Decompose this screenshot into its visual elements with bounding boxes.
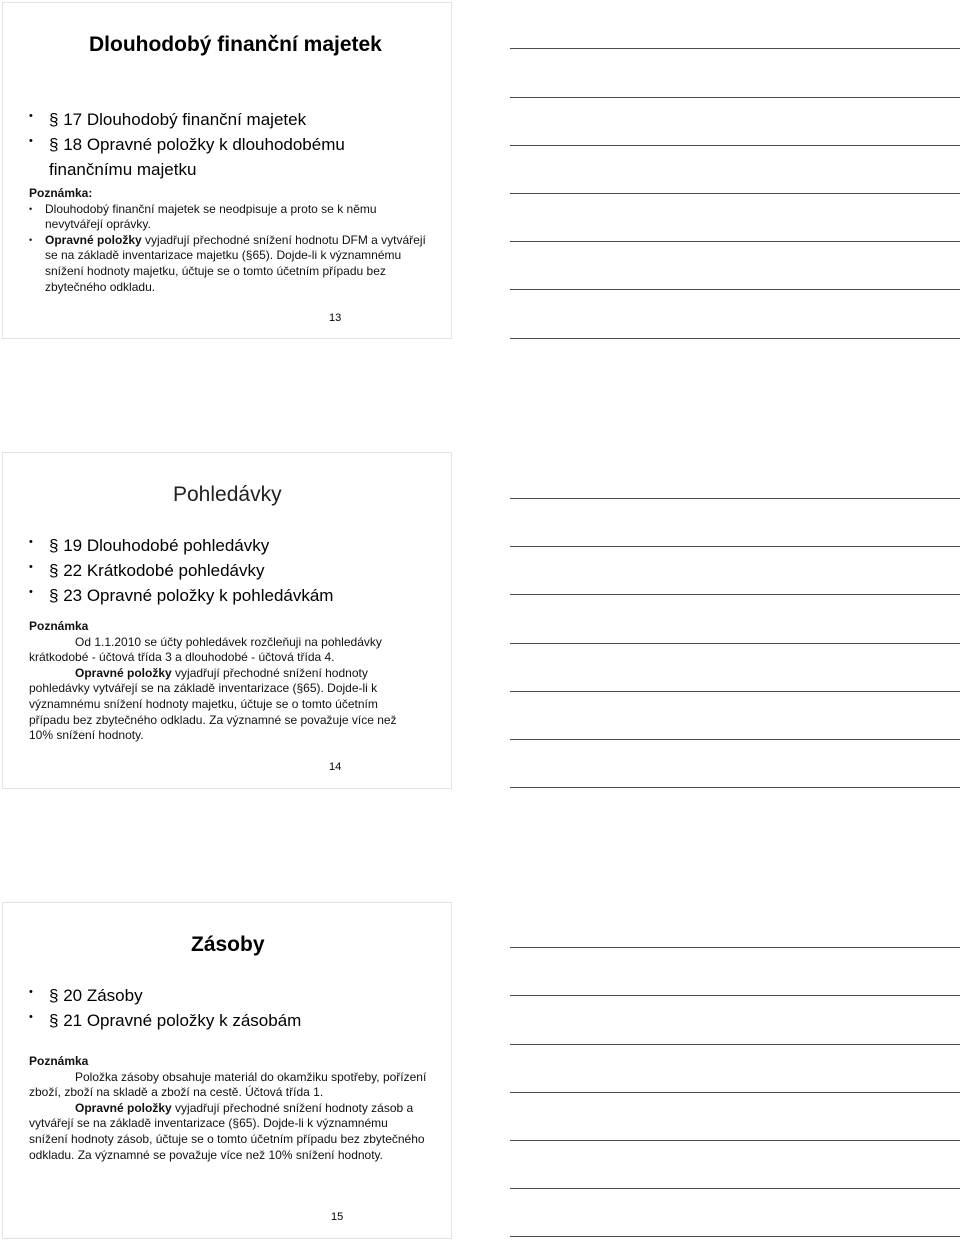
bullet-icon: • [29, 234, 33, 245]
list-item: • § 20 Zásoby [29, 983, 301, 1008]
section-sign: § [49, 986, 59, 1005]
section-sign: § [49, 110, 59, 129]
slide-13 [2, 2, 452, 339]
note-line [510, 1236, 960, 1237]
slide-title: Zásoby [191, 933, 265, 956]
note-bullet: • Dlouhodobý finanční majetek se neodpisuje a proto se k němu nevytvářejí oprávky. [29, 201, 377, 232]
bullet-icon: • [29, 203, 33, 214]
note-line [510, 787, 960, 788]
section-sign: § [49, 561, 59, 580]
bullet-icon: • [29, 586, 33, 598]
slide-title: Pohledávky [173, 483, 282, 506]
slide-15 [2, 902, 452, 1239]
bullet-icon: • [29, 536, 33, 548]
list-item: • § 21 Opravné položky k zásobám [29, 1008, 301, 1033]
bullet-icon: • [29, 1011, 33, 1023]
note-block [29, 186, 434, 295]
section-sign: § [49, 536, 59, 555]
note-line [510, 1188, 960, 1189]
note-line [510, 691, 960, 692]
note-bullet: • Opravné položky vyjadřují přechodné snížení hodnotu DFM a vytvářejí se na základě inventarizace majetku (§65). Dojde-li k významnému snížení hodnoty majetku, účtuje se o tomto účetním případu bez zbytečného odkladu. [29, 232, 426, 294]
note-line [510, 995, 960, 996]
note-lines-area [510, 0, 960, 1240]
note-line [510, 947, 960, 948]
slide-14 [2, 452, 452, 789]
list-item: • § 19 Dlouhodobé pohledávky [29, 533, 333, 558]
list-item: • § 18 Opravné položky k dlouhodobému finančnímu majetku [29, 132, 379, 182]
bullet-icon: • [29, 135, 33, 147]
note-line [510, 498, 960, 499]
note-block [29, 619, 419, 744]
bullet-icon: • [29, 561, 33, 573]
note-line [510, 643, 960, 644]
note-line [510, 338, 960, 339]
list-item: • § 17 Dlouhodobý finanční majetek [29, 107, 379, 132]
section-sign: § [49, 1011, 59, 1030]
note-paragraph: Položka zásoby obsahuje materiál do okamžiku spotřeby, pořízení zboží, zboží na skladě a zboží na cestě. Účtová třída 1. [29, 1069, 427, 1100]
note-block [29, 1054, 429, 1163]
list-item: • § 22 Krátkodobé pohledávky [29, 558, 333, 583]
slide-items [29, 107, 379, 182]
note-line [510, 48, 960, 49]
bullet-icon: • [29, 110, 33, 122]
slide-title: Dlouhodobý finanční majetek [89, 33, 382, 56]
page-number: 13 [329, 312, 342, 324]
note-heading: Poznámka [29, 1054, 89, 1068]
list-item: • § 23 Opravné položky k pohledávkám [29, 583, 333, 608]
note-heading: Poznámka: [29, 186, 93, 200]
note-line [510, 594, 960, 595]
note-paragraph: Opravné položky vyjadřují přechodné snížení hodnoty pohledávky vytvářejí se na základě inventarizace (§65). Dojde-li k významnému snížení hodnoty majetku, účtuje se o tomto účetním případu bez zbytečného odkladu. Za významné se považuje více než 10% snížení hodnoty. [29, 665, 397, 743]
note-line [510, 193, 960, 194]
note-line [510, 1092, 960, 1093]
note-line [510, 145, 960, 146]
note-paragraph: Od 1.1.2010 se účty pohledávek rozčleňuji na pohledávky krátkodobé - účtová třída 3 a dlouhodobé - účtová třída 4. [29, 634, 382, 665]
note-paragraph: Opravné položky vyjadřují přechodné snížení hodnoty zásob a vytvářejí se na základě inventarizace (§65). Dojde-li k významnému snížení hodnoty zásob, účtuje se o tomto účetním případu bez zbytečného odkladu. Za významné se považuje více než 10% snížení hodnoty. [29, 1100, 425, 1162]
note-line [510, 546, 960, 547]
page-number: 14 [329, 761, 342, 773]
slide-items [29, 533, 333, 608]
bullet-icon: • [29, 986, 33, 998]
note-line [510, 739, 960, 740]
note-line [510, 289, 960, 290]
slide-items [29, 983, 301, 1033]
note-line [510, 1044, 960, 1045]
note-heading: Poznámka [29, 619, 89, 633]
section-sign: § [49, 135, 59, 154]
section-sign: § [49, 586, 59, 605]
note-line [510, 97, 960, 98]
page-number: 15 [331, 1211, 344, 1223]
note-line [510, 1140, 960, 1141]
note-line [510, 241, 960, 242]
